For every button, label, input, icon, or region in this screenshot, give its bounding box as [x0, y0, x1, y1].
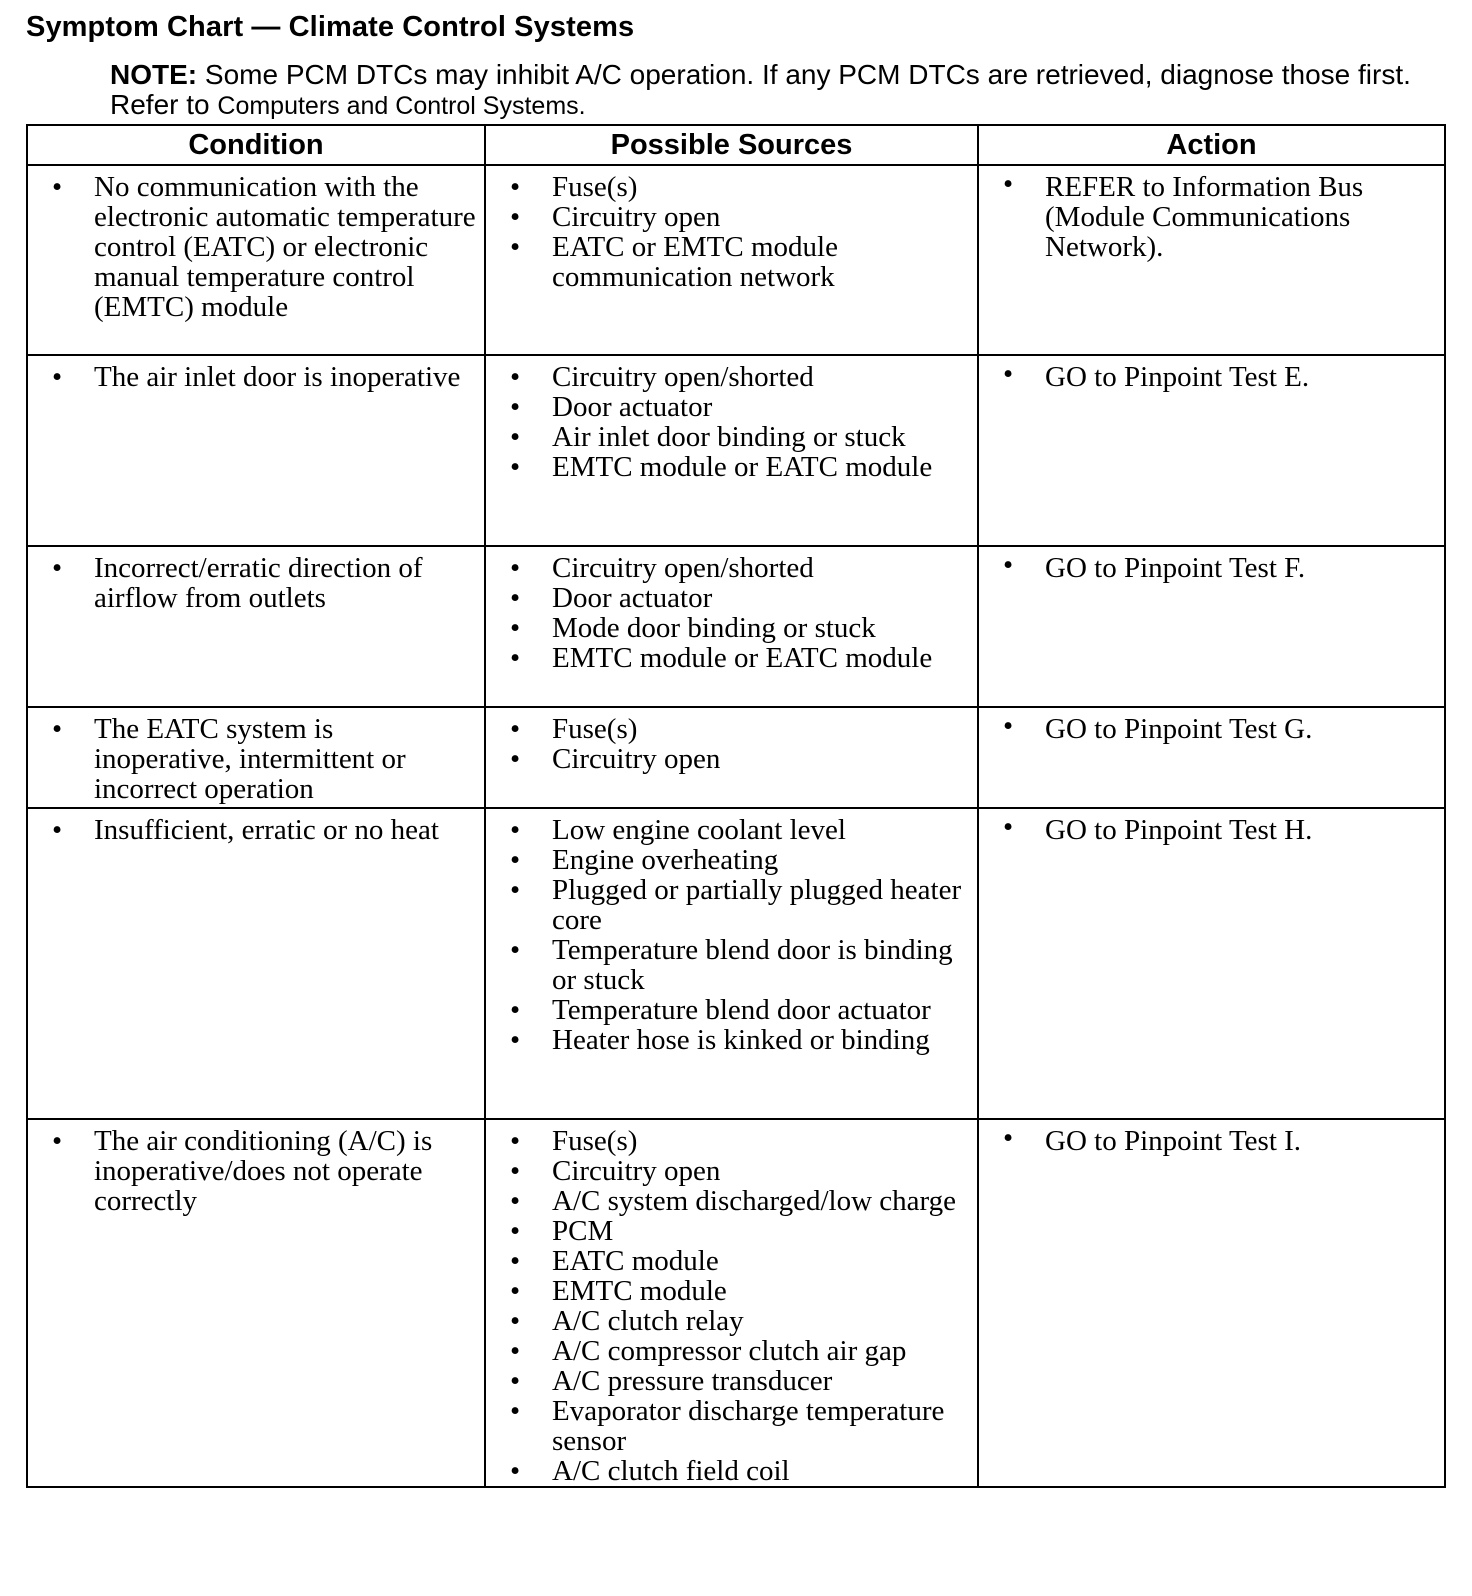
bullet-icon: • [510, 231, 521, 263]
bullet-icon: • [510, 1275, 521, 1307]
list-item [496, 1336, 971, 1366]
list-item-text: A/C system discharged/low charge [552, 1185, 957, 1217]
list-item-text: Low engine coolant level [552, 814, 846, 846]
table-body [27, 165, 1445, 1487]
condition-cell [27, 355, 485, 546]
list-item-text: Air inlet door binding or stuck [552, 421, 906, 453]
symptom-chart-table [26, 124, 1446, 1488]
bullet-icon: • [510, 1215, 521, 1247]
list-item-text: The air conditioning (A/C) is inoperative/does not operate correctly [94, 1125, 433, 1217]
header-possible-sources: Possible Sources [485, 125, 978, 165]
action-cell [978, 355, 1445, 546]
list-item-text: A/C pressure transducer [552, 1365, 833, 1397]
list-item-text: Evaporator discharge temperature sensor [552, 1395, 945, 1457]
bullet-icon: • [510, 642, 521, 674]
list-item-text: Door actuator [552, 391, 713, 423]
list-item [496, 643, 971, 673]
action-cell [978, 165, 1445, 355]
bullet-list [38, 714, 478, 804]
note-paragraph [110, 60, 1450, 121]
bullet-icon: • [1003, 710, 1014, 742]
list-item-text: EMTC module or EATC module [552, 451, 933, 483]
list-item-text: Fuse(s) [552, 1125, 638, 1157]
bullet-icon: • [510, 814, 521, 846]
bullet-list [496, 362, 971, 482]
list-item-text: A/C clutch field coil [552, 1455, 790, 1487]
list-item [496, 845, 971, 875]
bullet-icon: • [1003, 549, 1014, 581]
page-title: Symptom Chart — Climate Control Systems [26, 11, 635, 43]
bullet-list [496, 172, 971, 292]
bullet-icon: • [510, 201, 521, 233]
list-item [496, 613, 971, 643]
bullet-list [496, 1126, 971, 1486]
list-item-text: PCM [552, 1215, 614, 1247]
action-cell [978, 707, 1445, 808]
list-item-text: No communication with the electronic automatic temperature control (EATC) or electronic manual temperature control (EMTC) module [94, 171, 476, 323]
bullet-list [496, 553, 971, 673]
bullet-list [38, 362, 478, 392]
list-item [496, 392, 971, 422]
note-text: Some PCM DTCs may inhibit A/C operation. If any PCM DTCs are retrieved, diagnose those first. Refer to [110, 59, 1411, 120]
bullet-icon: • [52, 361, 63, 393]
bullet-icon: • [1003, 811, 1014, 843]
bullet-icon: • [510, 421, 521, 453]
list-item-text: REFER to Information Bus (Module Communications Network). [1045, 171, 1364, 263]
bullet-icon: • [510, 743, 521, 775]
list-item [496, 1246, 971, 1276]
bullet-list [989, 549, 1438, 584]
bullet-list [989, 358, 1438, 393]
condition-cell [27, 546, 485, 707]
bullet-icon: • [1003, 1122, 1014, 1154]
list-item [496, 744, 971, 774]
list-item-text: Engine overheating [552, 844, 779, 876]
list-item [496, 362, 971, 392]
table-header-row [27, 125, 1445, 165]
list-item-text: Door actuator [552, 582, 713, 614]
bullet-list [496, 815, 971, 1055]
list-item-text: GO to Pinpoint Test F. [1045, 552, 1306, 584]
list-item [989, 1122, 1438, 1157]
list-item [496, 172, 971, 202]
list-item-text: Circuitry open [552, 743, 721, 775]
list-item-text: The air inlet door is inoperative [94, 361, 461, 393]
bullet-list [989, 811, 1438, 846]
bullet-list [989, 710, 1438, 745]
list-item [496, 1396, 971, 1456]
bullet-icon: • [510, 713, 521, 745]
bullet-icon: • [510, 552, 521, 584]
list-item [989, 710, 1438, 745]
list-item [496, 553, 971, 583]
bullet-icon: • [1003, 168, 1014, 200]
bullet-icon: • [510, 1305, 521, 1337]
list-item [496, 202, 971, 232]
bullet-icon: • [510, 391, 521, 423]
list-item-text: Plugged or partially plugged heater core [552, 874, 962, 936]
bullet-list [989, 168, 1438, 263]
action-cell [978, 808, 1445, 1119]
list-item [496, 583, 971, 613]
bullet-icon: • [510, 1155, 521, 1187]
list-item-text: Fuse(s) [552, 713, 638, 745]
list-item [496, 1156, 971, 1186]
list-item-text: Temperature blend door is binding or stuck [552, 934, 953, 996]
list-item-text: GO to Pinpoint Test E. [1045, 361, 1310, 393]
list-item-text: GO to Pinpoint Test G. [1045, 713, 1313, 745]
list-item [38, 1126, 478, 1216]
bullet-icon: • [52, 814, 63, 846]
list-item [496, 995, 971, 1025]
bullet-icon: • [510, 844, 521, 876]
list-item-text: Incorrect/erratic direction of airflow from outlets [94, 552, 423, 614]
bullet-icon: • [510, 171, 521, 203]
list-item-text: EATC module [552, 1245, 719, 1277]
action-cell [978, 546, 1445, 707]
list-item [496, 1276, 971, 1306]
list-item [496, 815, 971, 845]
bullet-icon: • [510, 874, 521, 906]
bullet-icon: • [510, 1395, 521, 1427]
list-item-text: EATC or EMTC module communication network [552, 231, 838, 293]
list-item [496, 1216, 971, 1246]
list-item [496, 232, 971, 292]
list-item [496, 452, 971, 482]
bullet-icon: • [510, 1335, 521, 1367]
bullet-list [989, 1122, 1438, 1157]
table-row [27, 165, 1445, 355]
list-item-text: Circuitry open/shorted [552, 552, 814, 584]
list-item [989, 811, 1438, 846]
list-item [989, 549, 1438, 584]
table-row [27, 808, 1445, 1119]
list-item [38, 553, 478, 613]
note-label: NOTE: [110, 59, 198, 90]
list-item [38, 362, 478, 392]
bullet-icon: • [510, 994, 521, 1026]
condition-cell [27, 165, 485, 355]
action-cell [978, 1119, 1445, 1487]
bullet-icon: • [510, 1245, 521, 1277]
bullet-icon: • [1003, 358, 1014, 390]
table-row [27, 546, 1445, 707]
list-item [496, 422, 971, 452]
possible-sources-cell [485, 707, 978, 808]
list-item [496, 1366, 971, 1396]
bullet-icon: • [52, 552, 63, 584]
bullet-list [38, 815, 478, 845]
bullet-icon: • [52, 713, 63, 745]
bullet-icon: • [510, 612, 521, 644]
list-item [496, 875, 971, 935]
list-item-text: Circuitry open [552, 1155, 721, 1187]
possible-sources-cell [485, 355, 978, 546]
bullet-icon: • [510, 582, 521, 614]
list-item-text: GO to Pinpoint Test H. [1045, 814, 1313, 846]
list-item [496, 935, 971, 995]
list-item-text: Insufficient, erratic or no heat [94, 814, 439, 846]
header-condition: Condition [27, 125, 485, 165]
list-item-text: EMTC module [552, 1275, 727, 1307]
possible-sources-cell [485, 546, 978, 707]
list-item [496, 1126, 971, 1156]
bullet-list [38, 172, 478, 322]
list-item [38, 815, 478, 845]
list-item-text: The EATC system is inoperative, intermittent or incorrect operation [94, 713, 406, 805]
bullet-list [496, 714, 971, 774]
condition-cell [27, 707, 485, 808]
list-item-text: EMTC module or EATC module [552, 642, 933, 674]
possible-sources-cell [485, 808, 978, 1119]
note-reference: Computers and Control Systems. [217, 92, 586, 120]
bullet-icon: • [510, 451, 521, 483]
list-item-text: Heater hose is kinked or binding [552, 1024, 930, 1056]
list-item [496, 1456, 971, 1486]
list-item [989, 358, 1438, 393]
list-item-text: Temperature blend door actuator [552, 994, 931, 1026]
bullet-list [38, 553, 478, 613]
possible-sources-cell [485, 1119, 978, 1487]
list-item-text: GO to Pinpoint Test I. [1045, 1125, 1302, 1157]
possible-sources-cell [485, 165, 978, 355]
header-action: Action [978, 125, 1445, 165]
bullet-icon: • [510, 934, 521, 966]
bullet-icon: • [510, 1024, 521, 1056]
list-item-text: A/C compressor clutch air gap [552, 1335, 907, 1367]
bullet-icon: • [510, 1455, 521, 1487]
list-item-text: Fuse(s) [552, 171, 638, 203]
list-item [989, 168, 1438, 263]
list-item [38, 172, 478, 322]
bullet-icon: • [510, 1185, 521, 1217]
condition-cell [27, 808, 485, 1119]
list-item-text: Circuitry open/shorted [552, 361, 814, 393]
list-item [496, 1186, 971, 1216]
list-item-text: Mode door binding or stuck [552, 612, 876, 644]
list-item [496, 1306, 971, 1336]
table-row [27, 1119, 1445, 1487]
bullet-list [38, 1126, 478, 1216]
list-item [496, 1025, 971, 1055]
list-item-text: A/C clutch relay [552, 1305, 744, 1337]
table-row [27, 707, 1445, 808]
list-item [496, 714, 971, 744]
bullet-icon: • [510, 361, 521, 393]
list-item-text: Circuitry open [552, 201, 721, 233]
bullet-icon: • [52, 171, 63, 203]
list-item [38, 714, 478, 804]
condition-cell [27, 1119, 485, 1487]
table-row [27, 355, 1445, 546]
bullet-icon: • [510, 1365, 521, 1397]
bullet-icon: • [52, 1125, 63, 1157]
bullet-icon: • [510, 1125, 521, 1157]
